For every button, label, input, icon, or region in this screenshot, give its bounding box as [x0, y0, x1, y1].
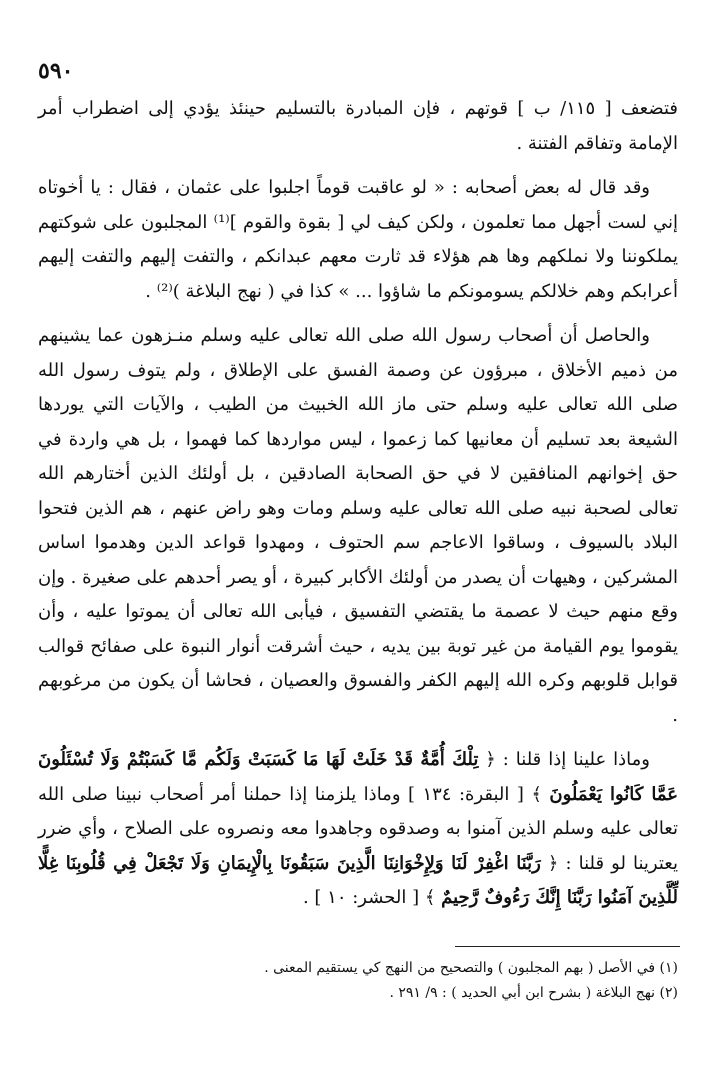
footnote-divider: [455, 946, 680, 947]
tail-text: ﴾ [ الحشر: ١٠ ] .: [302, 887, 436, 908]
main-text: [38, 92, 678, 926]
footnote-1: (١) في الأصل ( بهم المجلبون ) والتصحيح من النهج كي يستقيم المعنى .: [264, 960, 678, 976]
quran-verse-baqarah: تِلْكَ أُمَّةٌ قَدْ خَلَتْ لَهَا مَا كَسَبَتْ وَلَكُم مَّا كَسَبْتُمْ وَلَا تُسْئَلُونَ عَمَّا كَانُوا يَعْمَلُونَ: [38, 749, 678, 805]
page-number: ٥٩٠: [38, 58, 74, 84]
footnote-2: (٢) نهج البلاغة ( بشرح ابن أبي الحديد ) : ٩/ ٢٩١ .: [389, 985, 678, 1001]
mid-text: ﴾ [ البقرة: ١٣٤ ] وماذا يلزمنا إذا حملنا أمر أصحاب نبينا صلى الله تعالى عليه وسلم الذين آمنوا به وصدقوه وجاهدوا معه ونصروه على الصلاح ، وأي ضرر يعترينا لو قلنا : ﴿: [38, 783, 678, 874]
paragraph-quran-verses: [38, 743, 678, 916]
paragraph-continuation: فتضعف [ ١١٥/ ب ] قوتهم ، فإن المبادرة بالتسليم حينئذ يؤدي إلى اضطراب أمر الإمامة وتفاقم الفتنة .: [38, 98, 678, 154]
quran-verse-hashr: رَبَّنَا اغْفِرْ لَنَا وَلِإِخْوَانِنَا الَّذِينَ سَبَقُونَا بِالْإِيمَانِ وَلَا تَجْعَلْ فِي قُلُوبِنَا غِلًّا لِّلَّذِينَ آمَنُوا رَبَّنَا إِنَّكَ رَءُوفٌ رَّحِيمٌ: [38, 852, 678, 908]
footnotes: [38, 956, 678, 1006]
paragraph-uthman-quote: وقد قال له بعض أصحابه : « لو عاقبت قوماً اجلبوا على عثمان ، فقال : يا أخوتاه إني لست أجهل مما تعلمون ، ولكن كيف لي [ بقوة والقوم ]⁽¹⁾ المجلبون على شوكتهم يملكوننا ولا نملكهم وها هم هؤلاء قد ثارت معهم عبدانكم ، والتفت إليهم والتفت إليهم أعرابكم وهم خلالكم يسومونكم ما شاؤوا ... » كذا في ( نهج البلاغة )⁽²⁾ .: [38, 177, 678, 302]
lead-text: وماذا علينا إذا قلنا : ﴿: [485, 749, 650, 770]
paragraph-companions: والحاصل أن أصحاب رسول الله صلى الله تعالى عليه وسلم منـزهون عما يشينهم من ذميم الأخلاق ، مبرؤون عن وصمة الفسق على الإطلاق ، ولم يتوف رسول الله صلى الله تعالى عليه وسلم حتى ماز الله الخبيث من الطيب ، والآيات التي يوردها الشيعة بعد تسليم أن معانيها كما زعموا ، ليس مواردها كما فهموا ، بل هي واردة في حق إخوانهم المنافقين لا في حق الصحابة الصادقين ، بل أولئك الذين أختارهم الله تعالى لصحبة نبيه صلى الله تعالى عليه وسلم ومات وهو راض عنهم ، هم الذين فتحوا البلاد بالسيوف ، وساقوا الاعاجم سم الحتوف ، ومهدوا قواعد الدين وهدموا اساس المشركين ، وهيهات أن يصدر من أولئك الأكابر كبيرة ، أو يصر أحدهم على صغيرة . وإن وقع منهم حيث لا عصمة ما يقتضي التفسيق ، فيأبى الله تعالى أن يموتوا عليه ، وأن يقوموا يوم القيامة من غير توبة بين يديه ، حيث أشرقت أنوار النبوة على صفائح قوالب قوابل قلوبهم وكره الله إليهم الكفر والفسوق والعصيان ، فحاشا أن يكون من مرغوبهم .: [38, 325, 678, 726]
